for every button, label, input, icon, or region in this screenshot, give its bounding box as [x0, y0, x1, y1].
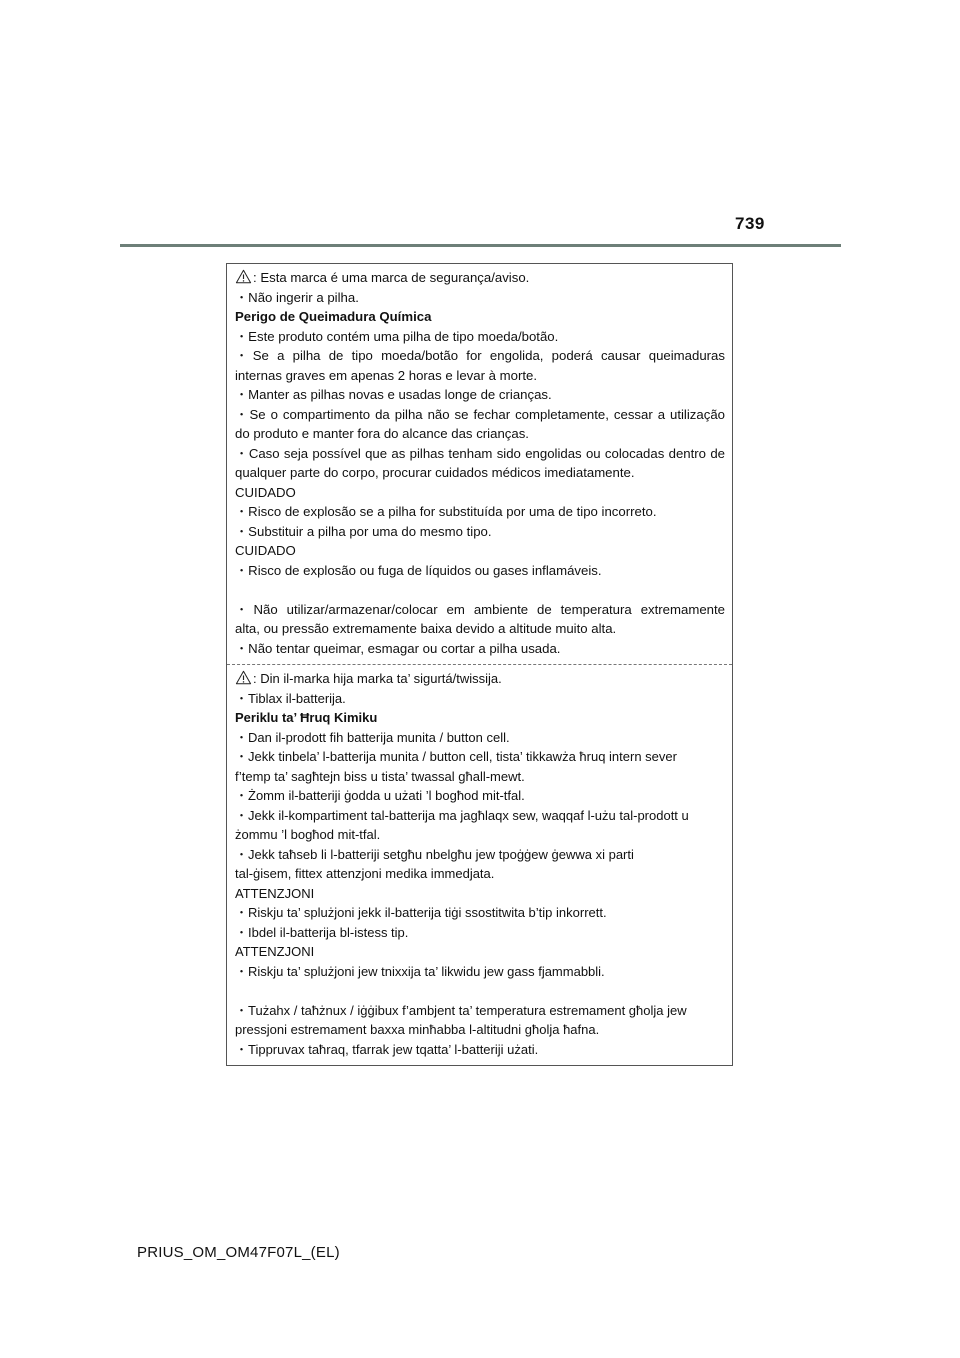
line-text: internas graves em apenas 2 horas e levar à morte.: [235, 367, 538, 383]
line-text: ・Riskju ta’ splużjoni jew tnixxija ta’ likwidu jew gass fjammabbli.: [235, 963, 605, 979]
text-line: [235, 767, 725, 787]
line-text: Perigo de Queimadura Química: [235, 309, 432, 324]
line-text: CUIDADO: [235, 484, 296, 500]
line-text: ・Żomm il-batteriji ġodda u użati ’l bogħod mit-tfal.: [235, 788, 525, 803]
section-heading: [235, 307, 725, 327]
text-line: [235, 444, 725, 464]
text-line: [235, 1020, 725, 1040]
line-text: qualquer parte do corpo, procurar cuidados médicos imediatamente.: [235, 465, 635, 480]
text-line: [235, 541, 725, 561]
text-line: [235, 405, 725, 425]
text-line: [235, 1001, 725, 1021]
line-text: ・Jekk il-kompartiment tal-batterija ma jagħlaqx sew, waqqaf l-użu tal-prodott u: [235, 807, 689, 823]
section-heading: [235, 708, 725, 728]
line-text: : Esta marca é uma marca de segurança/aviso.: [253, 270, 530, 285]
text-line: [235, 825, 725, 845]
text-line: [235, 639, 725, 659]
warning-triangle-icon: [235, 670, 252, 685]
line-text: ・Ibdel il-batterija bl-istess tip.: [235, 924, 409, 940]
line-text: ・Este produto contém uma pilha de tipo moeda/botão.: [235, 328, 559, 344]
line-text: ・Risco de explosão se a pilha for substituída por uma de tipo incorreto.: [235, 504, 657, 519]
text-line: [235, 923, 725, 943]
warning-triangle-icon: [235, 269, 252, 284]
text-line: [235, 1040, 725, 1060]
text-line: [235, 346, 725, 366]
text-line: [235, 728, 725, 748]
text-line: [235, 385, 725, 405]
text-line: [235, 884, 725, 904]
page-number: 739: [735, 214, 765, 233]
battery-warning-box: [226, 263, 733, 1066]
text-line: [235, 483, 725, 503]
text-line: [235, 268, 725, 288]
line-text: ・Tippruvax taħraq, tfarrak jew tqatta’ l-batteriji użati.: [235, 1041, 539, 1057]
line-text: ATTENZJONI: [235, 885, 315, 901]
text-line: [235, 522, 725, 542]
text-line: [235, 463, 725, 483]
portuguese-warning-section: [227, 264, 732, 664]
maltese-warning-section: [227, 664, 732, 1065]
line-text: CUIDADO: [235, 543, 296, 558]
line-text: ・Tużahx / taħżnux / iġġibux f’ambjent ta’ temperatura estremament għolja jew: [235, 1002, 687, 1018]
line-text: ・Riskju ta’ splużjoni jekk il-batterija tiġi ssostitwita b’tip inkorrett.: [235, 905, 607, 920]
document-code-footer: PRIUS_OM_OM47F07L_(EL): [137, 1244, 340, 1261]
line-text: Periklu ta’ Ħruq Kimiku: [235, 710, 378, 725]
blank-line: [235, 981, 725, 1001]
text-line: [235, 327, 725, 347]
text-line: [235, 845, 725, 865]
line-text: f’temp ta’ sagħtejn biss u tista’ twassal għall-mewt.: [235, 768, 525, 784]
text-line: [235, 502, 725, 522]
text-line: [235, 747, 725, 767]
line-text: ATTENZJONI: [235, 944, 315, 959]
text-line: [235, 942, 725, 962]
line-text: alta, ou pressão extremamente baixa devido a altitude muito alta.: [235, 621, 617, 636]
text-line: [235, 600, 725, 620]
text-line: [235, 424, 725, 444]
blank-line: [235, 580, 725, 600]
text-line: [235, 689, 725, 709]
text-line: [235, 561, 725, 581]
line-text: ・Jekk taħseb li l-batteriji setgħu nbelgħu jew tpoġġew ġewwa xi parti: [235, 846, 634, 862]
line-text: ・Não ingerir a pilha.: [235, 289, 359, 305]
line-text: ・Manter as pilhas novas e usadas longe de crianças.: [235, 387, 552, 402]
text-line: [235, 962, 725, 982]
text-line: [235, 619, 725, 639]
header-rule: [120, 244, 841, 247]
line-text: żommu ’l bogħod mit-tfal.: [235, 827, 381, 842]
line-text: ・Tiblax il-batterija.: [235, 690, 346, 706]
text-line: [235, 786, 725, 806]
line-text: ・Jekk tinbela’ l-batterija munita / button cell, tista’ tikkawża ħruq intern sever: [235, 749, 677, 764]
text-line: [235, 903, 725, 923]
line-text: do produto e manter fora do alcance das crianças.: [235, 426, 529, 441]
line-text: : Din il-marka hija marka ta’ sigurtá/twissija.: [253, 671, 502, 686]
line-text: ・Dan il-prodott fih batterija munita / button cell.: [235, 729, 510, 745]
line-text: ・Risco de explosão ou fuga de líquidos ou gases inflamáveis.: [235, 562, 602, 578]
line-text: ・Não utilizar/armazenar/colocar em ambiente de temperatura extremamente: [235, 601, 725, 617]
line-text: ・Caso seja possível que as pilhas tenham sido engolidas ou colocadas dentro de: [235, 445, 725, 461]
text-line: [235, 288, 725, 308]
line-text: pressjoni estremament baxxa minħabba l-altitudni għolja ħafna.: [235, 1022, 600, 1037]
line-text: tal-ġisem, fittex attenzjoni medika immedjata.: [235, 866, 495, 881]
text-line: [235, 864, 725, 884]
text-line: [235, 366, 725, 386]
line-text: ・Não tentar queimar, esmagar ou cortar a pilha usada.: [235, 640, 561, 656]
line-text: ・Substituir a pilha por uma do mesmo tipo.: [235, 523, 492, 539]
line-text: ・Se a pilha de tipo moeda/botão for engolida, poderá causar queimaduras: [235, 348, 725, 363]
text-line: [235, 806, 725, 826]
text-line: [235, 669, 725, 689]
line-text: ・Se o compartimento da pilha não se fechar completamente, cessar a utilização: [235, 406, 725, 422]
